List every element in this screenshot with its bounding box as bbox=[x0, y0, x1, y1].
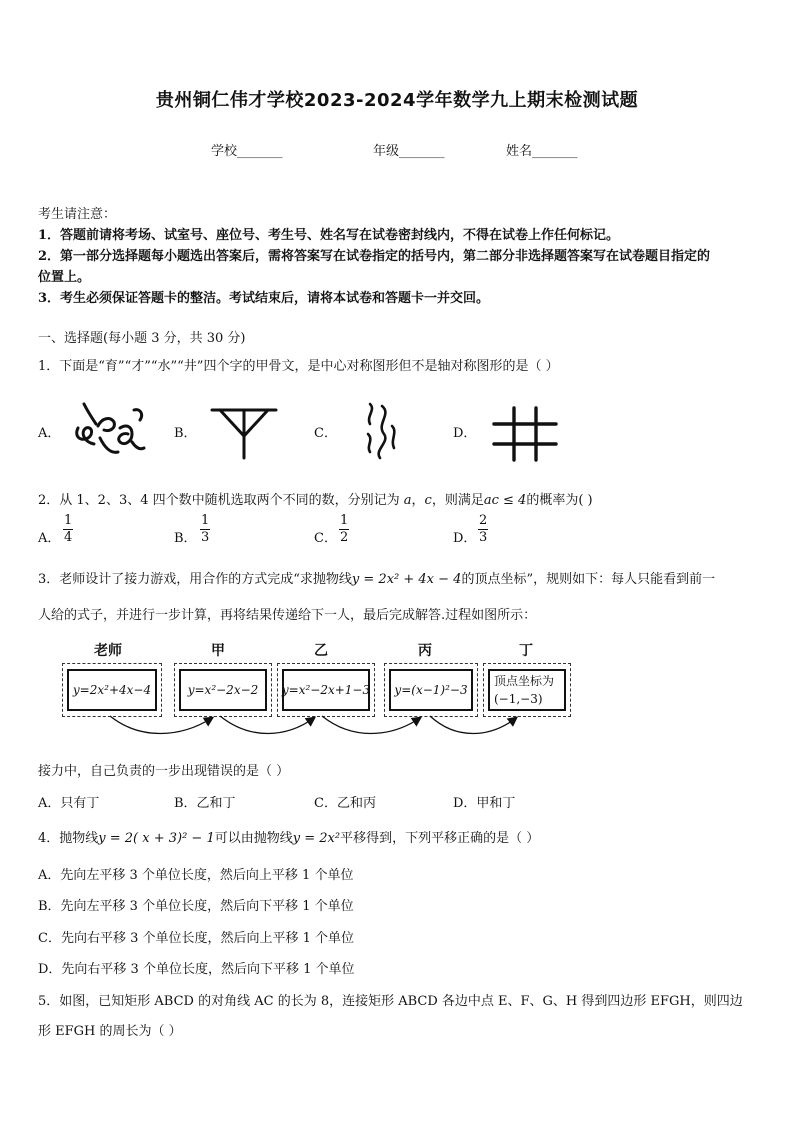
chain-box-yi bbox=[277, 663, 375, 717]
q2-var-c: c bbox=[424, 493, 432, 508]
q3-option-b: B．乙和丁 bbox=[174, 796, 236, 811]
oracle-glyph-cai-icon bbox=[208, 404, 280, 462]
q3-stem-part-b: 的顶点坐标”，规则如下：每人只能看到前一 bbox=[461, 572, 716, 587]
q2-option-a-fraction bbox=[63, 513, 73, 546]
q2-option-b-label: B． bbox=[174, 531, 197, 546]
chain-text-ding-line2: (−1,−3) bbox=[494, 692, 543, 706]
fraction-numerator: 2 bbox=[479, 513, 488, 528]
chain-box-bing bbox=[384, 663, 478, 717]
name-field: 姓名_______ bbox=[506, 144, 578, 159]
chain-person-ding: 丁 bbox=[519, 643, 533, 659]
fraction-numerator: 1 bbox=[340, 513, 349, 528]
q3-expression: y = 2x² + 4x − 4 bbox=[351, 572, 462, 587]
chain-box-ding bbox=[483, 663, 571, 717]
q2-option-d-fraction bbox=[478, 513, 488, 546]
q1-option-b: B． bbox=[174, 426, 197, 441]
q3-stem-part-a: 3．老师设计了接力游戏，用合作的方式完成“求抛物线 bbox=[38, 572, 352, 587]
q1-option-c: C． bbox=[314, 426, 337, 441]
oracle-glyph-shui-icon bbox=[362, 400, 402, 462]
fraction-denominator: 3 bbox=[479, 530, 488, 545]
q3-option-d: D．甲和丁 bbox=[453, 796, 516, 811]
q2-stem bbox=[38, 489, 593, 508]
chain-text-jia: y=x²−2x−2 bbox=[179, 669, 267, 711]
fraction-denominator: 4 bbox=[64, 530, 73, 545]
q2-option-d-label: D． bbox=[453, 531, 477, 546]
q3-question: 接力中，自己负责的一步出现错误的是（ ） bbox=[38, 764, 290, 779]
chain-person-jia: 甲 bbox=[211, 643, 225, 659]
q1-option-a: A． bbox=[38, 426, 61, 441]
q4-expression-2: y = 2x² bbox=[292, 831, 341, 846]
chain-text-bing: y=(x−1)²−3 bbox=[389, 669, 473, 711]
q4-option-a: A．先向左平移 3 个单位长度，然后向上平移 1 个单位 bbox=[38, 868, 354, 883]
q1-stem: 1．下面是“育”“才”“水”“井”四个字的甲骨文，是中心对称图形但不是轴对称图形的是（ ） bbox=[38, 359, 559, 374]
q2-stem-part-b: ，则满足 bbox=[431, 493, 484, 508]
q4-stem-part-b: 可以由抛物线 bbox=[214, 831, 293, 846]
fraction-numerator: 1 bbox=[64, 513, 73, 528]
notice-item-2: 2．第一部分选择题每小题选出答案后，需将答案写在试卷指定的括号内，第二部分非选择题答案写在试卷题目指定的 bbox=[38, 249, 711, 264]
chain-text-yi: y=x²−2x+1−3 bbox=[282, 669, 370, 711]
q4-stem-part-a: 4．抛物线 bbox=[38, 831, 99, 846]
oracle-glyph-jing-icon bbox=[492, 406, 558, 462]
page-title: 贵州铜仁伟才学校2023-2024学年数学九上期末检测试题 bbox=[155, 90, 639, 111]
chain-text-teacher: y=2x²+4x−4 bbox=[67, 669, 157, 711]
q2-option-c-label: C． bbox=[314, 531, 337, 546]
notice-item-2-cont: 位置上。 bbox=[38, 270, 91, 285]
fraction-denominator: 3 bbox=[201, 530, 210, 545]
q2-option-b-fraction bbox=[200, 513, 210, 546]
arrow-teacher-to-jia bbox=[110, 716, 212, 734]
chain-person-yi: 乙 bbox=[314, 643, 328, 659]
notice-heading: 考生请注意： bbox=[38, 207, 117, 222]
q2-stem-part-c: 的概率为( ) bbox=[526, 493, 593, 508]
chain-arrows bbox=[100, 712, 540, 740]
chain-box-teacher bbox=[62, 663, 162, 717]
q3-stem bbox=[38, 568, 715, 587]
oracle-glyph-yu-icon bbox=[70, 398, 150, 462]
chain-person-teacher: 老师 bbox=[94, 643, 122, 659]
q4-option-c: C．先向右平移 3 个单位长度，然后向上平移 1 个单位 bbox=[38, 931, 355, 946]
q2-option-c-fraction bbox=[339, 513, 349, 546]
fraction-denominator: 2 bbox=[340, 530, 349, 545]
q5-stem-line1: 5．如图，已知矩形 ABCD 的对角线 AC 的长为 8，连接矩形 ABCD 各边中点 E、F、G、H 得到四边形 EFGH，则四边 bbox=[38, 994, 743, 1009]
grade-field: 年级_______ bbox=[373, 144, 445, 159]
q4-option-b: B．先向左平移 3 个单位长度，然后向下平移 1 个单位 bbox=[38, 899, 354, 914]
notice-item-1: 1．答题前请将考场、试室号、座位号、考生号、姓名写在试卷密封线内，不得在试卷上作任何标记。 bbox=[38, 228, 620, 243]
section-heading: 一、选择题(每小题 3 分，共 30 分) bbox=[38, 331, 246, 346]
chain-text-ding bbox=[488, 669, 566, 711]
q3-option-c: C．乙和丙 bbox=[314, 796, 376, 811]
arrow-bing-to-ding bbox=[430, 716, 516, 734]
q2-stem-part-a: 2．从 1、2、3、4 四个数中随机选取两个不同的数，分别记为 bbox=[38, 493, 400, 508]
chain-text-ding-line1: 顶点坐标为 bbox=[494, 674, 555, 688]
arrow-yi-to-bing bbox=[322, 716, 420, 734]
notice-item-3: 3．考生必须保证答题卡的整洁。考试结束后，请将本试卷和答题卡一并交回。 bbox=[38, 291, 490, 306]
school-field: 学校_______ bbox=[211, 144, 283, 159]
q4-stem-part-c: 平移得到，下列平移正确的是（ ） bbox=[340, 831, 540, 846]
q3-option-a: A．只有丁 bbox=[38, 796, 100, 811]
chain-box-jia bbox=[174, 663, 272, 717]
q4-expression-1: y = 2( x + 3)² − 1 bbox=[98, 831, 215, 846]
chain-person-bing: 丙 bbox=[418, 643, 432, 659]
q1-option-d: D． bbox=[453, 426, 477, 441]
q2-option-a-label: A． bbox=[38, 531, 61, 546]
fraction-numerator: 1 bbox=[201, 513, 210, 528]
q2-condition: ac ≤ 4 bbox=[483, 493, 527, 508]
q4-stem bbox=[38, 827, 539, 846]
q3-stem-line2: 人给的式子，并进行一步计算，再将结果传递给下一人，最后完成解答.过程如图所示： bbox=[38, 608, 537, 623]
arrow-jia-to-yi bbox=[220, 716, 314, 734]
q2-separator: ， bbox=[411, 493, 425, 508]
q2-var-a: a bbox=[403, 493, 412, 508]
q5-stem-line2: 形 EFGH 的周长为（ ） bbox=[38, 1024, 182, 1039]
q4-option-d: D．先向右平移 3 个单位长度，然后向下平移 1 个单位 bbox=[38, 962, 355, 977]
